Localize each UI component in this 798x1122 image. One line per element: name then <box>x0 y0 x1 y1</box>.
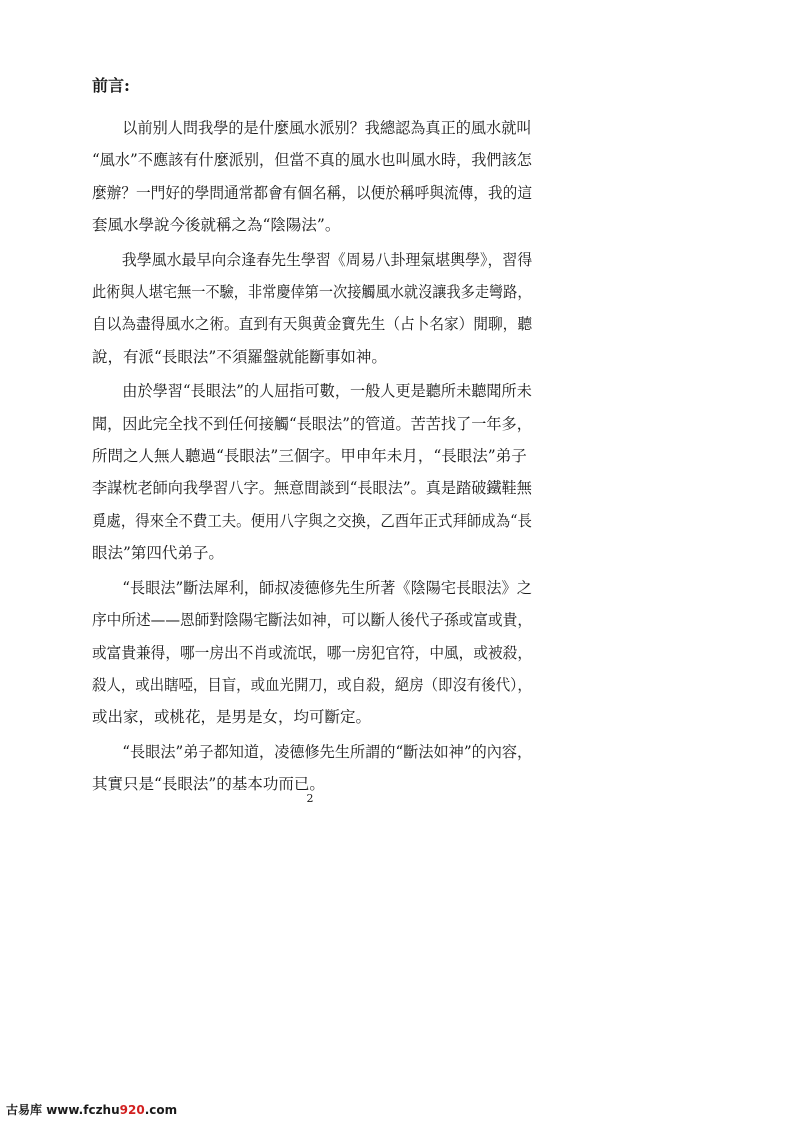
paragraph <box>92 375 532 569</box>
text-line: 以前别人問我學的是什麼風水派别？我總認為真正的風水就叫 <box>92 119 532 137</box>
paragraph <box>92 736 532 801</box>
watermark-url-prefix: www.fczhu <box>42 1103 120 1117</box>
text-line: 此術與人堪宅無一不驗，非常慶倖第一次接觸風水就沒讓我多走彎路， <box>92 283 532 302</box>
text-line: 或出家，或桃花，是男是女，均可斷定。 <box>92 708 372 727</box>
text-line: “風水”不應該有什麼派别，但當不真的風水也叫風水時，我們該怎 <box>92 151 532 170</box>
text-line: 其實只是“長眼法”的基本功而已。 <box>92 775 325 794</box>
paragraph <box>92 112 532 242</box>
watermark-url-highlight: 920 <box>119 1103 145 1117</box>
text-line: 李謀枕老師向我學習八字。無意間談到“長眼法”。真是踏破鐵鞋無 <box>92 479 532 498</box>
text-line: 麼辦？一門好的學問通常都會有個名稱，以便於稱呼與流傳，我的這 <box>92 183 533 202</box>
watermark-url-suffix: .com <box>144 1103 178 1117</box>
text-line: “長眼法”弟子都知道，凌德修先生所謂的“斷法如神”的內容， <box>92 742 533 761</box>
paragraph-list <box>92 112 532 801</box>
text-line: 覓處，得來全不費工夫。便用八字與之交換，乙酉年正式拜師成為“長 <box>92 511 532 530</box>
text-line: 眼法”第四代弟子。 <box>92 544 224 563</box>
paragraph <box>92 572 532 734</box>
text-line: 或富貴兼得，哪一房出不肖或流氓，哪一房犯官符，中風，或被殺， <box>92 643 533 662</box>
text-line: 序中所述——恩師對陰陽宅斷法如神，可以斷人後代子孫或富或貴， <box>92 611 533 630</box>
text-line: 聞，因此完全找不到任何接觸“長眼法”的管道。苦苦找了一年多， <box>92 414 532 433</box>
paragraph <box>92 244 532 374</box>
text-line: 自以為盡得風水之術。直到有天與黄金寶先生（占卜名家）閒聊，聽 <box>92 315 533 334</box>
text-line: 殺人，或出瞎啞，目盲，或血光開刀，或自殺，絕房（即沒有後代）， <box>92 675 532 694</box>
text-line: 套風水學說今後就稱之為“陰陽法”。 <box>92 216 341 235</box>
text-line: 由於學習“長眼法”的人屈指可數，一般人更是聽所未聽聞所未 <box>92 382 532 401</box>
page-title: 前言: <box>92 76 130 95</box>
watermark-site-name: 古易库 <box>6 1103 43 1117</box>
page-number: 2 <box>306 792 314 805</box>
text-line: “長眼法”斷法犀利，師叔凌德修先生所著《陰陽宅長眼法》之 <box>92 578 532 597</box>
text-line: 所問之人無人聽過“長眼法”三個字。甲申年未月，“長眼法”弟子 <box>92 447 527 466</box>
document-body <box>92 76 532 803</box>
text-line: 說，有派“長眼法”不須羅盤就能斷事如神。 <box>92 347 387 366</box>
text-line: 我學風水最早向佘逢春先生學習《周易八卦理氣堪輿學》，習得 <box>92 250 533 269</box>
watermark <box>6 1101 177 1118</box>
